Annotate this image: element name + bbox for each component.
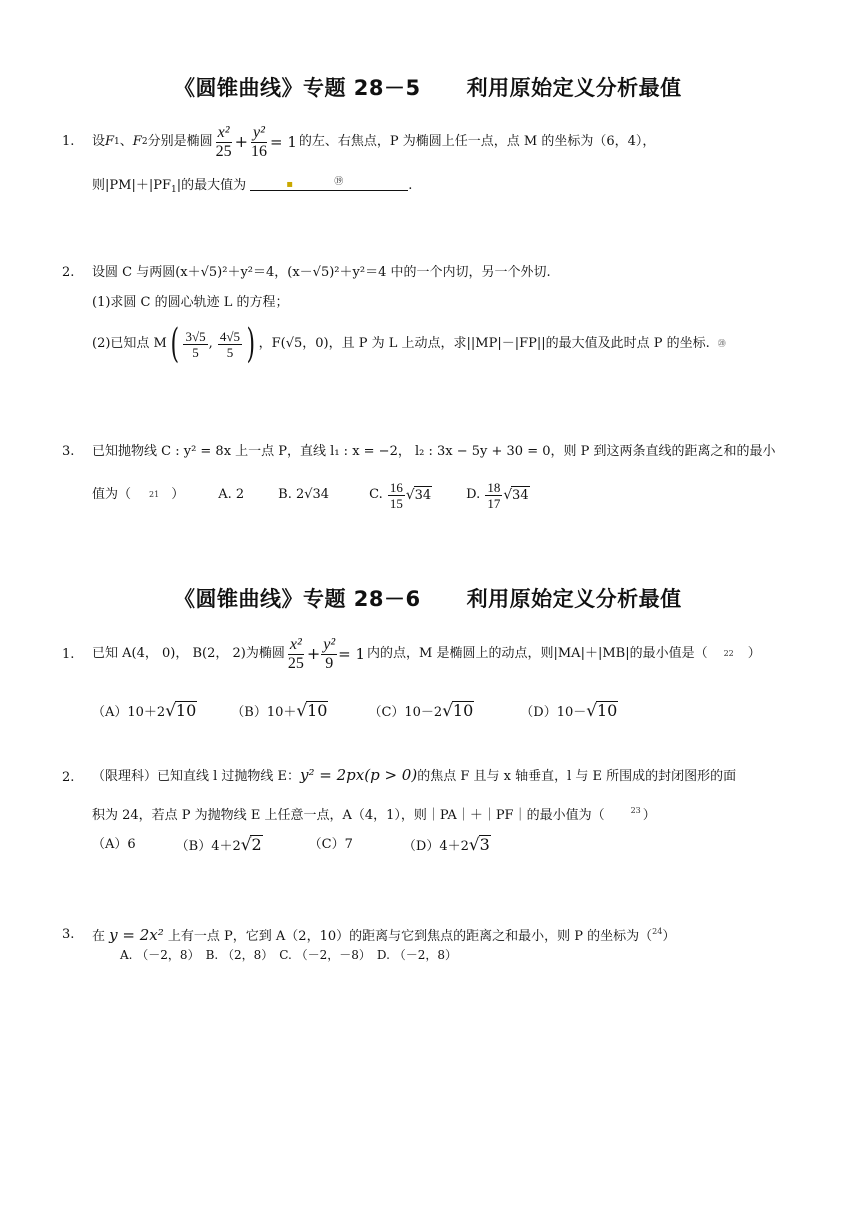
s1-q3-line2: 值为（ 21 ） A. 2 B. 2√34 C. $\frac{16}{15}$ √ 34 D. $\frac{18}{17}$ √ 34 — [92, 479, 529, 511]
s2-q1-option-b[interactable]: （B）10＋ √ 10 — [231, 699, 328, 720]
s1-q2-number: 2. — [62, 265, 75, 280]
s1-q1-line2: 则$|PM|+|PF_1|$的最大值为 ▪ ⑲ . — [92, 177, 413, 195]
s1-q3-option-c[interactable]: C. $\frac{16}{15}$ √ 34 — [369, 479, 432, 511]
section-1-title — [174, 72, 682, 102]
s1-q3-line1: 已知抛物线 C : y² = 8x 上一点 P，直线 l₁ : x = −2， l₂ : 3x − 5y + 30 = 0，则 P 到这两条直线的距离之和的最小 — [92, 444, 776, 459]
ellipse-x-fraction: $\frac{\text{x²}}{25}$ — [215, 123, 232, 160]
s2-q1-option-d[interactable]: （D）10－ √ 10 — [520, 699, 618, 720]
s1-q3-option-a[interactable]: A. 2 — [218, 487, 245, 502]
s2-q1-option-c[interactable]: （C）10－2 √ 10 — [368, 699, 474, 720]
s1-q1-line1: 设 F 1 、 F 2 分别是椭圆 $\frac{\text{x²}}{25}$ + $\frac{\text{y²}}{16}$ = 1 的左、右焦点，P 为椭圆上任一点，点 M 的坐标为（6，4）， — [92, 123, 656, 160]
s1-q3-option-b[interactable]: B. 2√34 — [278, 487, 330, 502]
section-1-title-series: 《圆锥曲线》专题 28－5 — [174, 76, 421, 100]
s1-q2-line3: (2)已知点 M ( $\frac{3√5}{5}$ , $\frac{4√5}{5}$ ) ，F(√5，0)，且 P 为 L 上动点，求||MP|－|FP||的最大值及此时点 P 的坐标. ⑳ — [92, 321, 726, 367]
s2-q2-option-b[interactable]: （B）4＋2 √ 2 — [175, 833, 262, 854]
s2-q2-line1: （限理科）已知直线 l 过抛物线 E：y² = 2px(p > 0)的焦点 F 且与 x 轴垂直，l 与 E 所围成的封闭图形的面 — [92, 766, 737, 784]
s2-q3-number: 3. — [62, 927, 75, 942]
s2-q1-option-a[interactable]: （A）10＋2 √ 10 — [92, 699, 197, 720]
ellipse-y-fraction: $\frac{\text{y²}}{16}$ — [250, 123, 267, 160]
s2-q2-option-a[interactable]: （A）6 — [92, 837, 136, 852]
s2-q2-option-c[interactable]: （C）7 — [308, 837, 353, 852]
section-2-title — [174, 583, 682, 613]
section-2-title-series: 《圆锥曲线》专题 28－6 — [174, 587, 421, 611]
s2-q1-line1: 已知 A(4， 0)， B(2， 2)为椭圆 $\frac{\text{x²}}{25}$ + $\frac{\text{y²}}{9}$ = 1 内的点，M 是椭圆上的动点，则|MA|＋|MB|的最小值是（ 22 ） — [92, 635, 761, 672]
s1-q1-number: 1. — [62, 134, 75, 149]
s2-q3-line1: 在 y = 2x² 上有一点 P，它到 A（2，10）的距离与它到焦点的距离之和最小，则 P 的坐标为（$^{24}$） — [92, 926, 676, 944]
s1-q3-number: 3. — [62, 444, 75, 459]
s2-q2-number: 2. — [62, 770, 75, 785]
s1-q2-line1: 设圆 C 与两圆(x＋√5)²＋y²＝4，(x－√5)²＋y²＝4 中的一个内切，另一个外切. — [92, 265, 551, 280]
s2-q2-line2: 积为 24，若点 P 为抛物线 E 上任意一点，A（4，1），则｜PA｜＋｜PF｜的最小值为（ $^{23}$ ） — [92, 806, 656, 823]
s1-q2-line2: (1)求圆 C 的圆心轨迹 L 的方程； — [92, 295, 289, 310]
s2-q1-number: 1. — [62, 647, 75, 662]
point-m-coordinates: ( $\frac{3√5}{5}$ , $\frac{4√5}{5}$ ) — [170, 321, 256, 367]
s1-q2-mark: ⑳ — [717, 339, 726, 348]
s2-q3-options[interactable]: A. （－2，8） B. （2，8） C. （－2，－8） D. （－2，8） — [120, 948, 458, 962]
answer-blank[interactable]: ▪ ⑲ — [250, 178, 408, 191]
s2-q2-option-d[interactable]: （D）4＋2 √ 3 — [402, 833, 490, 854]
s2-q2-options — [92, 834, 491, 856]
s1-q3-option-d[interactable]: D. $\frac{18}{17}$ √ 34 — [466, 479, 529, 511]
section-2-title-topic: 利用原始定义分析最值 — [466, 587, 682, 611]
s2-q1-options — [92, 700, 618, 722]
section-1-title-topic: 利用原始定义分析最值 — [466, 76, 682, 100]
